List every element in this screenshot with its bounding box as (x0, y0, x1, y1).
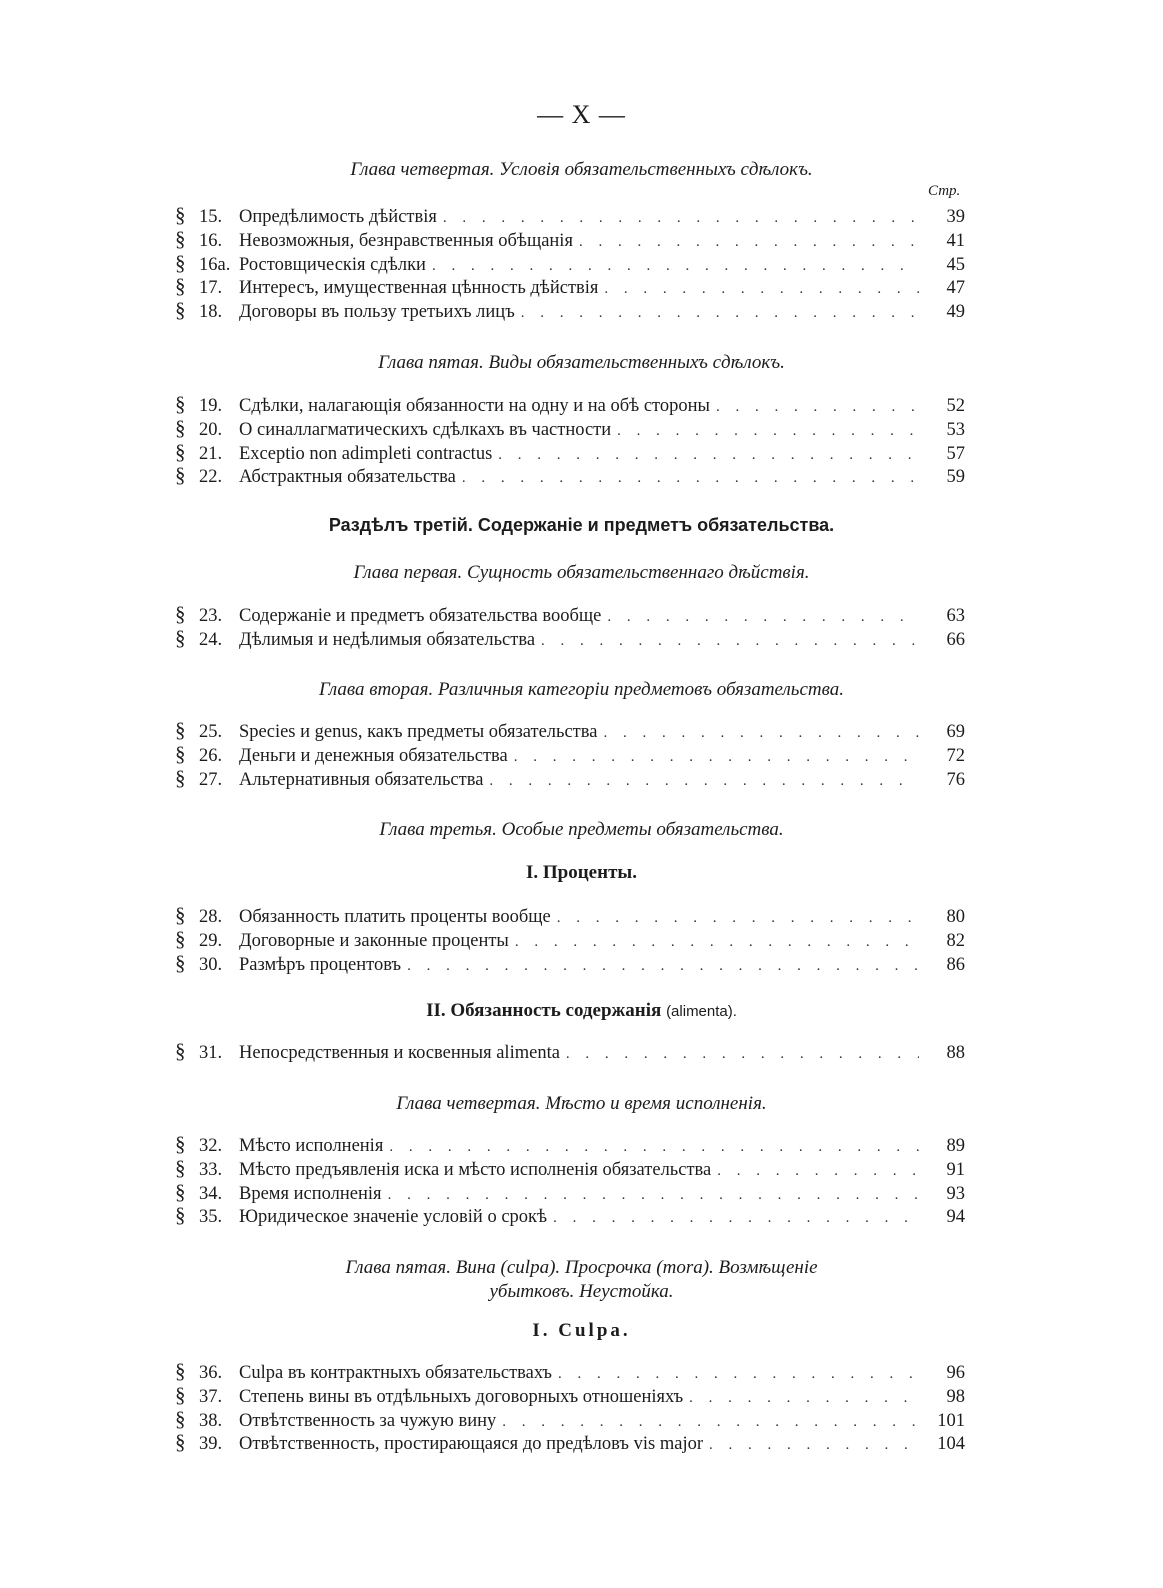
toc-entry (175, 392, 965, 416)
section-sign-icon: § (175, 1382, 186, 1407)
entry-title: Мѣсто предъявленія иска и мѣсто исполненія обязательства (239, 1159, 712, 1180)
toc-list (175, 392, 965, 487)
section-sign-icon: § (175, 926, 186, 951)
entry-number: 21. (199, 443, 223, 464)
entry-number: 22. (199, 467, 223, 488)
section-sign-icon: § (175, 250, 186, 275)
toc-entry (175, 1039, 965, 1063)
toc-entry (175, 927, 965, 951)
toc-entry (175, 766, 965, 790)
entry-number: 38. (199, 1410, 223, 1431)
subsection-title: II. Обязанность содержанія (426, 1000, 662, 1021)
dot-leader (607, 609, 919, 626)
entry-page: 94 (946, 1207, 965, 1228)
entry-page: 98 (946, 1386, 965, 1407)
section-sign-icon: § (175, 1132, 186, 1156)
dot-leader (603, 725, 919, 742)
toc-entry (175, 1132, 965, 1156)
entry-number: 31. (199, 1043, 223, 1063)
section-sign-icon: § (175, 950, 186, 975)
entry-title: Альтернативныя обязательства (239, 769, 484, 790)
entry-page: 72 (946, 745, 965, 766)
entry-page: 89 (946, 1136, 965, 1156)
entry-page: 39 (946, 207, 965, 227)
toc-entry (175, 626, 965, 650)
entry-page: 52 (946, 396, 965, 416)
dot-leader (432, 258, 919, 275)
dot-leader (502, 1414, 919, 1431)
dot-leader (716, 399, 919, 416)
toc-entry (175, 440, 965, 464)
entry-title: Опредѣлимость дѣйствія (239, 207, 437, 227)
toc-entry (175, 1156, 965, 1180)
entry-number: 29. (199, 930, 223, 951)
section-sign-icon: § (175, 203, 186, 227)
toc-entry (175, 1430, 965, 1454)
entry-title: Абстрактныя обязательства (239, 467, 456, 488)
entry-number: 30. (199, 954, 223, 975)
chapter-heading: Глава четвертая. Условія обязательственныхъ сдѣлокъ. (350, 159, 813, 180)
dot-leader (521, 305, 919, 322)
section-sign-icon: § (175, 1039, 186, 1063)
section-sign-icon: § (175, 226, 186, 251)
page-column-label: Стр. (928, 183, 961, 199)
entry-number: 16. (199, 230, 223, 251)
entry-page: 63 (946, 606, 965, 626)
entry-number: 16а. (199, 254, 231, 275)
entry-page: 59 (946, 467, 965, 488)
toc-list (175, 1132, 965, 1227)
entry-number: 19. (199, 396, 223, 416)
section-sign-icon: § (175, 741, 186, 766)
entry-title: Обязанность платить проценты вообще (239, 907, 551, 927)
entry-title: Отвѣтственность, простирающаяся до предѣловъ vis major (239, 1434, 703, 1455)
entry-number: 25. (199, 722, 223, 742)
entry-page: 41 (946, 230, 965, 251)
dot-leader (579, 234, 919, 251)
entry-page: 66 (946, 629, 965, 650)
entry-title: Culpa въ контрактныхъ обязательствахъ (239, 1363, 552, 1383)
entry-number: 27. (199, 769, 223, 790)
entry-page: 53 (946, 419, 965, 440)
entry-title: Деньги и денежныя обязательства (239, 745, 508, 766)
section-sign-icon: § (175, 1203, 186, 1228)
subsection-heading: I. Culpa. (532, 1320, 631, 1341)
section-sign-icon: § (175, 463, 186, 488)
page-header: — X — (537, 100, 626, 129)
entry-title: О синаллагматическихъ сдѣлкахъ въ частности (239, 419, 612, 440)
chapter-heading: Глава первая. Сущность обязательственнаго дѣйствія. (353, 562, 810, 583)
chapter-heading: Глава пятая. Виды обязательственныхъ сдѣлокъ. (378, 352, 785, 373)
dot-leader (498, 447, 919, 464)
entry-title: Ростовщическія сдѣлки (239, 254, 426, 275)
entry-title: Непосредственныя и косвенныя alimenta (239, 1043, 560, 1063)
chapter-heading-line1: Глава пятая. Вина (culpa). Просрочка (mora). Возмѣщеніе (345, 1257, 818, 1278)
toc-list (175, 718, 965, 789)
toc-entry (175, 251, 965, 275)
toc-entry (175, 298, 965, 322)
toc-entry (175, 951, 965, 975)
entry-number: 33. (199, 1159, 223, 1180)
entry-page: 47 (946, 278, 965, 299)
entry-number: 24. (199, 629, 223, 650)
toc-entry (175, 416, 965, 440)
entry-page: 86 (946, 954, 965, 975)
entry-title: Сдѣлки, налагающія обязанности на одну и на обѣ стороны (239, 396, 710, 416)
dot-leader (709, 1437, 919, 1454)
dot-leader (689, 1390, 919, 1407)
toc-list (175, 903, 965, 974)
entry-number: 35. (199, 1207, 223, 1228)
entry-title: Дѣлимыя и недѣлимыя обязательства (239, 629, 536, 650)
entry-number: 20. (199, 419, 223, 440)
entry-number: 36. (199, 1363, 223, 1383)
entry-number: 28. (199, 907, 223, 927)
dot-leader (443, 210, 919, 227)
toc-entry (175, 203, 965, 227)
toc-entry (175, 1203, 965, 1227)
entry-number: 39. (199, 1434, 223, 1455)
dot-leader (617, 423, 919, 440)
chapter-heading-line2: убытковъ. Неустойка. (489, 1281, 674, 1302)
dot-leader (462, 470, 919, 487)
entry-page: 104 (937, 1434, 965, 1455)
entry-number: 23. (199, 606, 223, 626)
toc-entry (175, 718, 965, 742)
entry-number: 32. (199, 1136, 223, 1156)
toc-entry (175, 602, 965, 626)
entry-page: 57 (946, 443, 965, 464)
dot-leader (407, 958, 919, 975)
section-sign-icon: § (175, 1430, 186, 1455)
entry-title: Договорные и законные проценты (239, 930, 509, 951)
chapter-heading: Глава вторая. Различныя категоріи предметовъ обязательства. (319, 679, 844, 700)
entry-title: Степень вины въ отдѣльныхъ договорныхъ отношеніяхъ (239, 1386, 684, 1407)
dot-leader (388, 1187, 919, 1204)
toc-entry (175, 1383, 965, 1407)
toc-entry (175, 1359, 965, 1383)
entry-page: 69 (946, 722, 965, 742)
entry-page: 80 (946, 907, 965, 927)
section-sign-icon: § (175, 1155, 186, 1180)
dot-leader (489, 773, 919, 790)
entry-number: 34. (199, 1183, 223, 1204)
entry-title: Невозможныя, безнравственныя обѣщанія (239, 230, 573, 251)
entry-title: Интересъ, имущественная цѣнность дѣйствія (239, 278, 599, 299)
dot-leader (541, 633, 919, 650)
part-heading: Раздѣлъ третій. Содержаніе и предметъ обязательства. (328, 515, 835, 535)
subsection-note: (alimenta). (666, 1003, 737, 1020)
section-sign-icon: § (175, 274, 186, 299)
entry-number: 15. (199, 207, 223, 227)
entry-page: 45 (946, 254, 965, 275)
entry-page: 49 (946, 302, 965, 323)
entry-title: Мѣсто исполненія (239, 1136, 384, 1156)
toc-list (175, 602, 965, 650)
section-sign-icon: § (175, 765, 186, 790)
entry-page: 76 (946, 769, 965, 790)
toc-entry (175, 227, 965, 251)
entry-page: 88 (946, 1043, 965, 1063)
entry-page: 93 (946, 1183, 965, 1204)
toc-entry (175, 1180, 965, 1204)
section-sign-icon: § (175, 392, 186, 416)
entry-title: Время исполненія (239, 1183, 382, 1204)
section-sign-icon: § (175, 415, 186, 440)
dot-leader (557, 910, 919, 927)
dot-leader (515, 934, 919, 951)
section-sign-icon: § (175, 439, 186, 464)
entry-number: 18. (199, 302, 223, 323)
dot-leader (558, 1366, 919, 1383)
entry-page: 96 (946, 1363, 965, 1383)
chapter-heading: Глава третья. Особые предметы обязательства. (379, 819, 784, 840)
entry-title: Размѣръ процентовъ (239, 954, 402, 975)
subsection-heading: I. Проценты. (526, 862, 637, 883)
section-sign-icon: § (175, 718, 186, 742)
toc-entry (175, 274, 965, 298)
entry-title: Договоры въ пользу третьихъ лицъ (239, 302, 515, 323)
toc-list (175, 203, 965, 322)
section-sign-icon: § (175, 1406, 186, 1431)
entry-number: 37. (199, 1386, 223, 1407)
toc-list (175, 1039, 965, 1063)
dot-leader (553, 1210, 919, 1227)
section-sign-icon: § (175, 1179, 186, 1204)
toc-entry (175, 903, 965, 927)
subsection-heading (0, 1000, 1163, 1022)
toc-list (175, 1359, 965, 1454)
entry-page: 82 (946, 930, 965, 951)
dot-leader (514, 749, 919, 766)
section-sign-icon: § (175, 602, 186, 626)
dot-leader (717, 1163, 919, 1180)
chapter-heading: Глава четвертая. Мѣсто и время исполненія. (396, 1093, 767, 1114)
entry-title: Отвѣтственность за чужую вину (239, 1410, 497, 1431)
entry-number: 26. (199, 745, 223, 766)
section-sign-icon: § (175, 1359, 186, 1383)
section-sign-icon: § (175, 903, 186, 927)
section-sign-icon: § (175, 298, 186, 323)
entry-number: 17. (199, 278, 223, 299)
toc-entry (175, 742, 965, 766)
entry-page: 101 (937, 1410, 965, 1431)
entry-title: Species и genus, какъ предметы обязательства (239, 722, 598, 742)
toc-entry (175, 463, 965, 487)
dot-leader (566, 1046, 919, 1063)
entry-title: Юридическое значеніе условій о срокѣ (239, 1207, 548, 1228)
toc-entry (175, 1407, 965, 1431)
dot-leader (389, 1139, 919, 1156)
section-sign-icon: § (175, 625, 186, 650)
entry-title: Содержаніе и предметъ обязательства вообще (239, 606, 602, 626)
entry-page: 91 (946, 1159, 965, 1180)
dot-leader (604, 281, 919, 298)
entry-title: Exceptio non adimpleti contractus (239, 443, 493, 464)
